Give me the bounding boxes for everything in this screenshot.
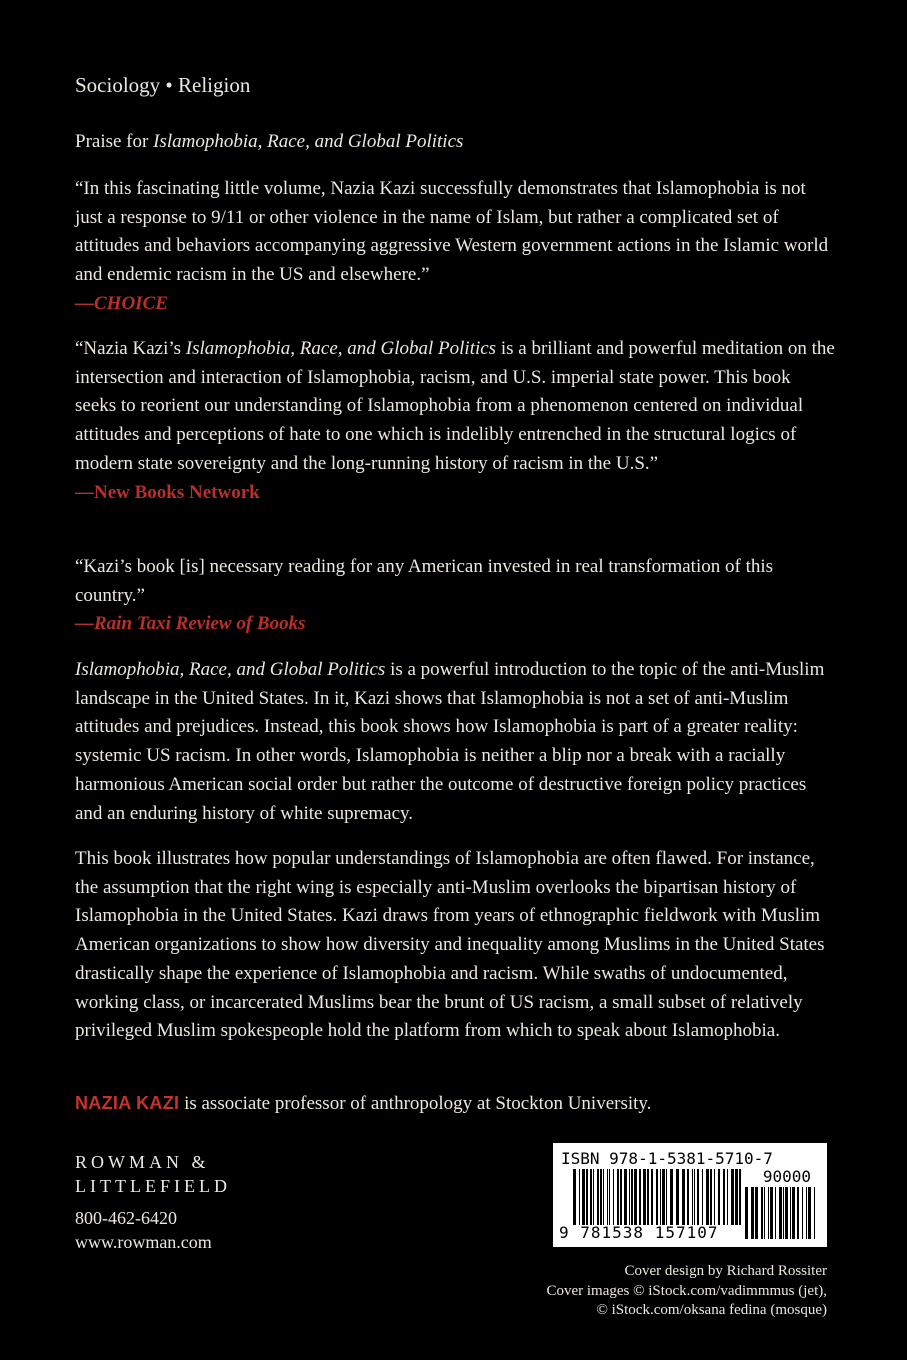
- barcode-bar: [806, 1187, 807, 1239]
- barcode-bar: [785, 1187, 788, 1239]
- barcode-bar: [613, 1169, 614, 1225]
- barcode-bar: [697, 1169, 699, 1225]
- barcode-bar: [775, 1187, 776, 1239]
- quote-text-before: “Nazia Kazi’s: [75, 338, 186, 359]
- quote-rain-taxi: [75, 553, 835, 639]
- barcode-bar: [624, 1169, 627, 1225]
- barcode-bar: [723, 1169, 725, 1225]
- barcode-bar: [761, 1187, 763, 1239]
- author-name: NAZIA KAZI: [75, 1093, 180, 1113]
- barcode-bar: [579, 1169, 580, 1225]
- quote-text: “Kazi’s book [is] necessary reading for any American invested in real transformation of this country.”: [75, 556, 774, 606]
- quote-new-books-network: [75, 335, 835, 507]
- publisher-website: www.rowman.com: [75, 1232, 212, 1252]
- barcode-bar: [573, 1169, 576, 1225]
- price-barcode-bars: [745, 1187, 817, 1239]
- barcode-bar: [639, 1169, 641, 1225]
- barcode-bar: [634, 1169, 637, 1225]
- barcode-bars: [573, 1169, 741, 1225]
- quote-choice: [75, 175, 835, 319]
- cover-images-credit-2: © iStock.com/oksana fedina (mosque): [596, 1302, 827, 1318]
- barcode-bar: [735, 1169, 738, 1225]
- barcode-bar: [662, 1169, 665, 1225]
- barcode-bar: [802, 1187, 803, 1239]
- cover-images-credit: Cover images © iStock.com/vadimmmus (jet),: [546, 1282, 827, 1299]
- publisher-logo-line-2: LITTLEFIELD: [75, 1176, 231, 1196]
- barcode-digits: 9 781538 157107: [559, 1223, 719, 1242]
- publisher-contact: [75, 1206, 231, 1254]
- quote-text-after: is a brilliant and powerful meditation on the intersection and interaction of Islamophobia, racism, and U.S. imperial state power. This book seeks to reorient our understanding of Islamophobia from a phenomenon centered on individual attitudes and perceptions of hate to one which is indelibly entrenched in the structural logics of modern state sovereignty and the long-running history of racism in the U.S.”: [75, 338, 835, 474]
- barcode-bar: [607, 1169, 608, 1225]
- barcode-bar: [597, 1169, 599, 1225]
- barcode-bar: [666, 1169, 667, 1225]
- author-bio-text: is associate professor of anthropology at Stockton University.: [179, 1093, 652, 1114]
- barcode-bar: [706, 1169, 709, 1225]
- cover-design-credit: Cover design by Richard Rossiter: [624, 1263, 827, 1279]
- category-label: Sociology • Religion: [75, 73, 251, 97]
- barcode-bar: [603, 1169, 604, 1225]
- quote-text: “In this fascinating little volume, Nazia Kazi successfully demonstrates that Islamophobia is not just a response to 9/11 or other violence in the name of Islam, but rather a complicated set of attitudes and behaviors accompanying aggressive Western government actions in the Islamic world and endemic racism in the US and elsewhere.”: [75, 178, 829, 286]
- praise-prefix: Praise for: [75, 131, 154, 152]
- barcode-bar: [790, 1187, 791, 1239]
- barcode-bar: [751, 1187, 754, 1239]
- barcode-bar: [617, 1169, 619, 1225]
- barcode-bar: [620, 1169, 622, 1225]
- isbn-barcode: [553, 1143, 827, 1247]
- barcode-bar: [694, 1169, 695, 1225]
- barcode-bar: [647, 1169, 649, 1225]
- barcode-bar: [600, 1169, 602, 1225]
- barcode-bar: [718, 1169, 720, 1225]
- barcode-bar: [660, 1169, 661, 1225]
- barcode-bar: [651, 1169, 653, 1225]
- isbn-text: ISBN 978-1-5381-5710-7: [561, 1149, 773, 1168]
- barcode-bar: [770, 1187, 773, 1239]
- barcode-bar: [670, 1169, 673, 1225]
- price-code: 90000: [762, 1167, 811, 1186]
- barcode-bar: [768, 1187, 769, 1239]
- praise-heading: [75, 131, 463, 153]
- barcode-bar: [676, 1169, 679, 1225]
- praise-title: Islamophobia, Race, and Global Politics: [153, 131, 464, 152]
- barcode-bar: [779, 1187, 782, 1239]
- barcode-bar: [783, 1187, 784, 1239]
- barcode-bar: [593, 1169, 594, 1225]
- publisher-block: [75, 1150, 231, 1254]
- quote-source: —Rain Taxi Review of Books: [75, 613, 306, 635]
- barcode-bar: [814, 1187, 815, 1239]
- barcode-bar: [590, 1169, 592, 1225]
- barcode-bar: [808, 1187, 811, 1239]
- description-paragraph-2: This book illustrates how popular understandings of Islamophobia are often flawed. For instance, the assumption that the right wing is especially anti-Muslim overlooks the bipartisan history of Islamophobia in the United States. Kazi draws from years of ethnographic fieldwork with Muslim American organizations to show how diversity and inequality among Muslims in the United States drastically shape the experience of Islamophobia and racism. While swaths of undocumented, working class, or incarcerated Muslims bear the brunt of US racism, a small subset of relatively privileged Muslim spokespeople hold the platform from which to speak about Islamophobia.: [75, 848, 825, 1042]
- barcode-bar: [739, 1169, 741, 1225]
- barcode-bar: [586, 1169, 588, 1225]
- barcode-bar: [714, 1169, 715, 1225]
- cover-credits: [546, 1262, 827, 1321]
- publisher-phone: 800-462-6420: [75, 1208, 177, 1228]
- description-paragraph-1: [75, 656, 835, 828]
- barcode-bar: [764, 1187, 765, 1239]
- author-bio: [75, 1093, 651, 1115]
- barcode-bar: [643, 1169, 646, 1225]
- barcode-bar: [792, 1187, 795, 1239]
- barcode-bar: [582, 1169, 585, 1225]
- barcode-bar: [702, 1169, 703, 1225]
- description-book-title: Islamophobia, Race, and Global Politics: [75, 659, 386, 680]
- barcode-bar: [710, 1169, 712, 1225]
- quote-book-title: Islamophobia, Race, and Global Politics: [185, 338, 497, 359]
- barcode-bar: [797, 1187, 799, 1239]
- barcode-bar: [687, 1169, 689, 1225]
- barcode-bar: [609, 1169, 610, 1225]
- barcode-bar: [745, 1187, 748, 1239]
- barcode-bar: [692, 1169, 693, 1225]
- barcode-bar: [727, 1169, 728, 1225]
- publisher-logo: [75, 1150, 231, 1198]
- barcode-bar: [731, 1169, 734, 1225]
- barcode-bar: [682, 1169, 685, 1225]
- barcode-bar: [755, 1187, 758, 1239]
- quote-source: —New Books Network: [75, 481, 260, 503]
- barcode-bar: [629, 1169, 630, 1225]
- publisher-logo-line-1: ROWMAN &: [75, 1152, 210, 1172]
- quote-source: —CHOICE: [75, 292, 168, 314]
- barcode-bar: [656, 1169, 658, 1225]
- description-text: is a powerful introduction to the topic of the anti-Muslim landscape in the United States. In it, Kazi shows that Islamophobia is not a set of anti-Muslim attitudes and prejudices. Instead, this book shows how Islamophobia is part of a greater reality: systemic US racism. In other words, Islamophobia is neither a blip nor a break with a racially harmonious American social order but rather the outcome of destructive foreign policy practices and an enduring history of white supremacy.: [75, 659, 825, 824]
- barcode-bar: [631, 1169, 633, 1225]
